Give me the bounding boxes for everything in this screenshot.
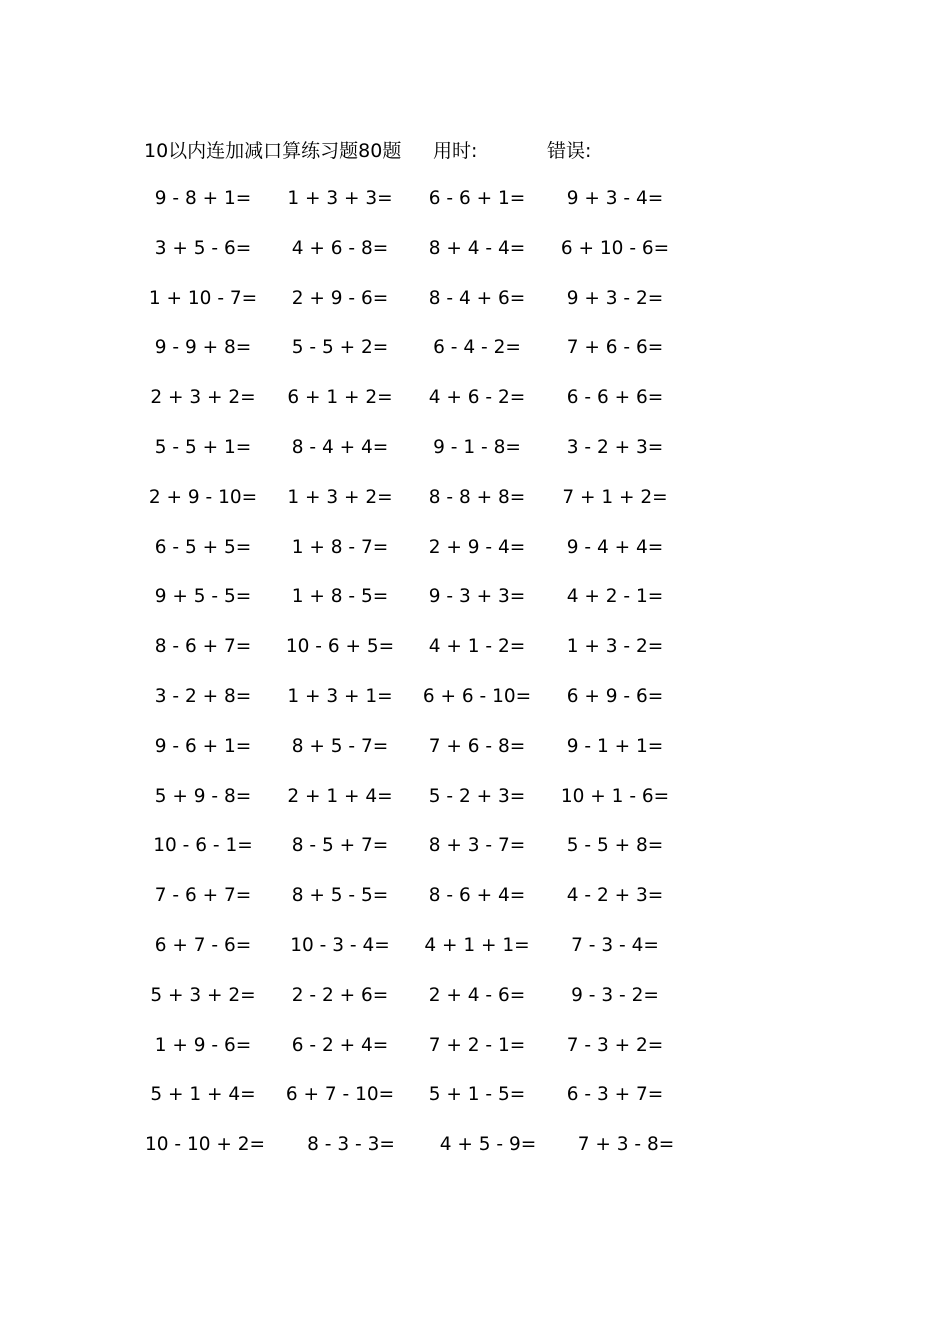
math-problem: 1 + 3 - 2= [566, 636, 664, 658]
math-problem: 7 - 3 + 2= [566, 1034, 664, 1056]
math-problem: 10 - 10 + 2= [144, 1134, 266, 1156]
math-problem: 10 - 6 - 1= [153, 835, 253, 857]
math-problem: 9 - 1 - 8= [433, 436, 521, 458]
problem-row [0, 933, 950, 983]
math-problem: 5 - 2 + 3= [428, 785, 526, 807]
math-problem: 5 + 1 - 5= [428, 1084, 526, 1106]
math-problem: 7 - 3 - 4= [571, 934, 659, 956]
math-problem: 2 + 9 - 4= [428, 536, 526, 558]
problem-row [0, 584, 950, 634]
math-problem: 8 + 5 - 7= [291, 735, 389, 757]
math-problem: 9 - 6 + 1= [154, 735, 252, 757]
math-problem: 2 + 3 + 2= [150, 387, 256, 409]
problem-row [0, 883, 950, 933]
math-problem: 4 + 1 + 1= [424, 934, 530, 956]
math-problem: 3 - 2 + 8= [154, 685, 252, 707]
math-problem: 8 - 5 + 7= [291, 835, 389, 857]
math-problem: 10 - 3 - 4= [290, 934, 390, 956]
math-problem: 7 + 1 + 2= [562, 486, 668, 508]
math-problem: 2 + 4 - 6= [428, 984, 526, 1006]
math-problem: 4 + 5 - 9= [439, 1134, 537, 1156]
math-problem: 7 + 2 - 1= [428, 1034, 526, 1056]
math-problem: 1 + 8 - 5= [291, 586, 389, 608]
math-problem: 2 - 2 + 6= [291, 984, 389, 1006]
math-problem: 6 + 7 - 6= [154, 934, 252, 956]
math-problem: 8 - 4 + 4= [291, 436, 389, 458]
problem-row [0, 684, 950, 734]
math-problem: 5 + 1 + 4= [150, 1084, 256, 1106]
problem-row [0, 485, 950, 535]
math-problem: 1 + 3 + 2= [287, 486, 393, 508]
math-problem: 9 - 1 + 1= [566, 735, 664, 757]
math-problem: 8 + 3 - 7= [428, 835, 526, 857]
math-problem: 9 - 3 - 2= [571, 984, 659, 1006]
problem-grid [0, 186, 950, 1182]
problem-row [0, 1033, 950, 1083]
problem-row [0, 634, 950, 684]
math-problem: 9 - 9 + 8= [154, 337, 252, 359]
problem-row [0, 784, 950, 834]
math-problem: 7 + 6 - 8= [428, 735, 526, 757]
math-problem: 6 + 10 - 6= [560, 237, 670, 259]
math-problem: 9 + 5 - 5= [154, 586, 252, 608]
math-problem: 5 + 9 - 8= [154, 785, 252, 807]
math-problem: 6 - 3 + 7= [566, 1084, 664, 1106]
math-problem: 3 + 5 - 6= [154, 237, 252, 259]
math-problem: 6 + 6 - 10= [422, 685, 532, 707]
problem-row [0, 186, 950, 236]
problem-row [0, 1082, 950, 1132]
math-problem: 6 - 6 + 6= [566, 387, 664, 409]
math-problem: 9 - 4 + 4= [566, 536, 664, 558]
math-problem: 8 + 5 - 5= [291, 885, 389, 907]
math-problem: 7 + 3 - 8= [577, 1134, 675, 1156]
math-problem: 1 + 10 - 7= [148, 287, 258, 309]
math-problem: 6 - 4 - 2= [433, 337, 521, 359]
math-problem: 7 - 6 + 7= [154, 885, 252, 907]
math-problem: 8 + 4 - 4= [428, 237, 526, 259]
math-problem: 1 + 9 - 6= [154, 1034, 252, 1056]
math-problem: 6 + 9 - 6= [566, 685, 664, 707]
math-problem: 5 - 5 + 2= [291, 337, 389, 359]
math-problem: 3 - 2 + 3= [566, 436, 664, 458]
math-problem: 6 - 5 + 5= [154, 536, 252, 558]
math-problem: 8 - 6 + 7= [154, 636, 252, 658]
math-problem: 5 - 5 + 1= [154, 436, 252, 458]
problem-row [0, 286, 950, 336]
math-problem: 2 + 9 - 10= [148, 486, 258, 508]
math-problem: 6 - 6 + 1= [428, 188, 526, 209]
math-problem: 6 + 1 + 2= [287, 387, 393, 409]
math-problem: 7 + 6 - 6= [566, 337, 664, 359]
errors-label: 错误: [547, 140, 592, 162]
math-problem: 2 + 1 + 4= [287, 785, 393, 807]
math-problem: 8 - 8 + 8= [428, 486, 526, 508]
time-used-label: 用时: [433, 140, 478, 162]
math-problem: 5 - 5 + 8= [566, 835, 664, 857]
math-problem: 8 - 4 + 6= [428, 287, 526, 309]
problem-row [0, 335, 950, 385]
problem-row [0, 734, 950, 784]
problem-row [0, 833, 950, 883]
math-problem: 4 - 2 + 3= [566, 885, 664, 907]
math-problem: 6 - 2 + 4= [291, 1034, 389, 1056]
math-problem: 1 + 3 + 3= [287, 188, 393, 209]
math-problem: 1 + 3 + 1= [287, 685, 393, 707]
math-problem: 1 + 8 - 7= [291, 536, 389, 558]
math-problem: 4 + 1 - 2= [428, 636, 526, 658]
math-problem: 8 - 3 - 3= [307, 1134, 395, 1156]
math-problem: 8 - 6 + 4= [428, 885, 526, 907]
math-problem: 5 + 3 + 2= [150, 984, 256, 1006]
problem-row [0, 983, 950, 1033]
math-problem: 9 + 3 - 2= [566, 287, 664, 309]
math-problem: 9 - 8 + 1= [154, 188, 252, 209]
problem-row [0, 236, 950, 286]
problem-row [0, 435, 950, 485]
math-problem: 4 + 2 - 1= [566, 586, 664, 608]
problem-row [0, 535, 950, 585]
math-problem: 10 - 6 + 5= [285, 636, 395, 658]
math-problem: 4 + 6 - 2= [428, 387, 526, 409]
problem-row [0, 1132, 950, 1182]
worksheet-title: 10以内连加减口算练习题80题 [144, 140, 402, 162]
math-problem: 9 + 3 - 4= [566, 188, 664, 209]
problem-row [0, 385, 950, 435]
math-problem: 10 + 1 - 6= [560, 785, 670, 807]
math-problem: 6 + 7 - 10= [285, 1084, 395, 1106]
math-problem: 2 + 9 - 6= [291, 287, 389, 309]
math-problem: 9 - 3 + 3= [428, 586, 526, 608]
math-problem: 4 + 6 - 8= [291, 237, 389, 259]
